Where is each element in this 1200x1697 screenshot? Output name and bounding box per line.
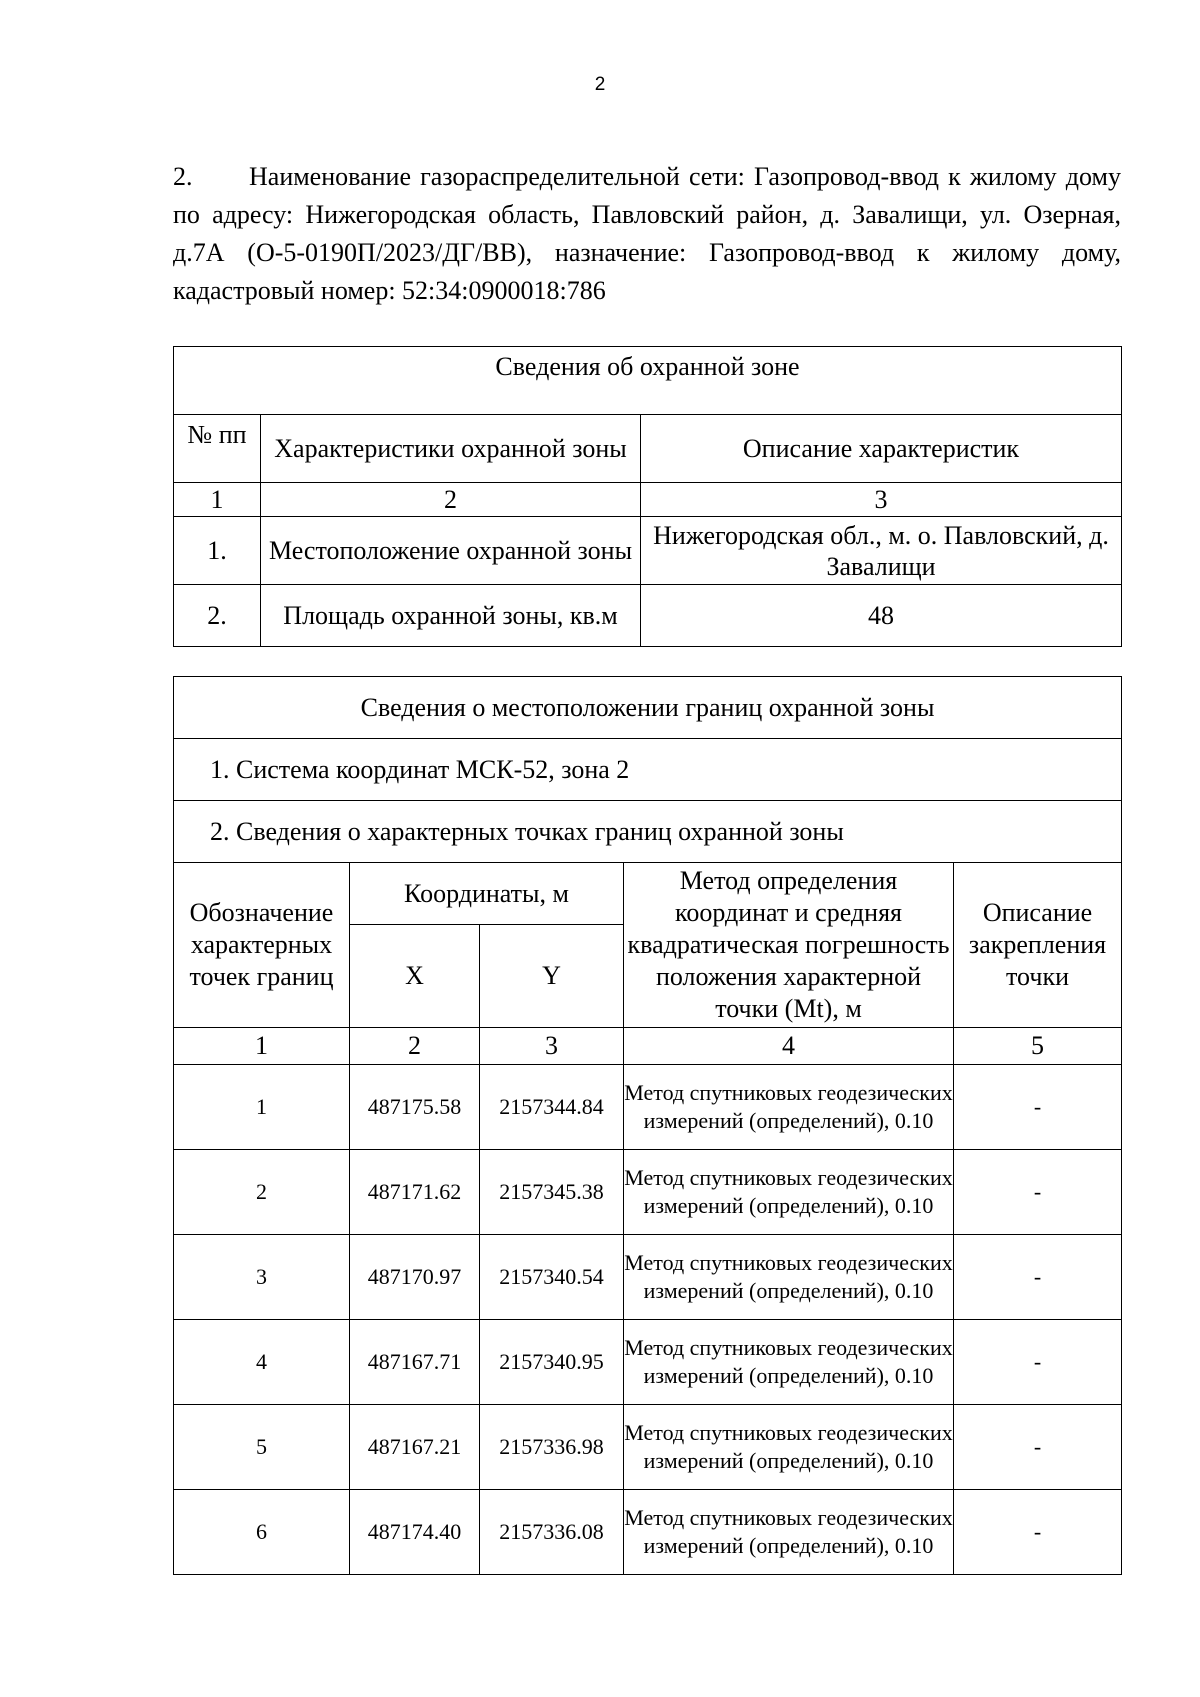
point-id: 1	[174, 1065, 350, 1150]
index-cell: 2	[261, 483, 641, 517]
point-x: 487167.21	[350, 1405, 480, 1490]
zone-table-title: Сведения об охранной зоне	[174, 347, 1122, 415]
index-cell: 4	[624, 1028, 954, 1065]
index-cell: 1	[174, 483, 261, 517]
point-method: Метод спутниковых геодезических измерений (определений), 0.10	[624, 1150, 954, 1235]
table-row	[174, 1490, 1122, 1575]
point-y: 2157336.98	[480, 1405, 624, 1490]
table-row	[174, 517, 1122, 585]
index-cell: 2	[350, 1028, 480, 1065]
point-y: 2157345.38	[480, 1150, 624, 1235]
network-description-text: Наименование газораспределительной сети: Газопровод-ввод к жилому дому по адресу: Нижегородская область, Павловский район, д. Завалищи, ул. Озерная, д.7А (О-5-0190П/2023/ДГ/ВВ), назначение: Газопровод-ввод к жилому дому, кадастровый номер: 52:34:0900018:786	[173, 162, 1121, 305]
point-y: 2157340.54	[480, 1235, 624, 1320]
point-id: 2	[174, 1150, 350, 1235]
point-method: Метод спутниковых геодезических измерений (определений), 0.10	[624, 1065, 954, 1150]
point-id: 3	[174, 1235, 350, 1320]
point-method: Метод спутниковых геодезических измерений (определений), 0.10	[624, 1235, 954, 1320]
index-cell: 3	[480, 1028, 624, 1065]
table-row	[174, 1150, 1122, 1235]
table-row	[174, 1320, 1122, 1405]
network-description	[173, 158, 1121, 310]
row-number: 2.	[174, 585, 261, 647]
coordinate-system: 1. Система координат МСК-52, зона 2	[174, 739, 1122, 801]
point-fixing: -	[954, 1235, 1122, 1320]
index-cell: 3	[641, 483, 1122, 517]
point-id: 4	[174, 1320, 350, 1405]
row-description: 48	[641, 585, 1122, 647]
point-fixing: -	[954, 1490, 1122, 1575]
point-y: 2157336.08	[480, 1490, 624, 1575]
point-fixing: -	[954, 1150, 1122, 1235]
table-row	[174, 1405, 1122, 1490]
header-y: Y	[480, 925, 624, 1028]
header-description: Описание характеристик	[641, 415, 1122, 483]
point-x: 487174.40	[350, 1490, 480, 1575]
index-cell: 1	[174, 1028, 350, 1065]
point-fixing: -	[954, 1405, 1122, 1490]
point-y: 2157344.84	[480, 1065, 624, 1150]
index-cell: 5	[954, 1028, 1122, 1065]
section-number: 2.	[173, 162, 193, 191]
point-fixing: -	[954, 1320, 1122, 1405]
table-row	[174, 1235, 1122, 1320]
points-title: 2. Сведения о характерных точках границ охранной зоны	[174, 801, 1122, 863]
point-fixing: -	[954, 1065, 1122, 1150]
point-id: 5	[174, 1405, 350, 1490]
boundary-table	[173, 676, 1122, 1575]
point-method: Метод спутниковых геодезических измерений (определений), 0.10	[624, 1320, 954, 1405]
point-method: Метод спутниковых геодезических измерений (определений), 0.10	[624, 1490, 954, 1575]
point-x: 487170.97	[350, 1235, 480, 1320]
header-coordinates: Координаты, м	[350, 863, 624, 925]
table-row	[174, 585, 1122, 647]
header-x: X	[350, 925, 480, 1028]
point-x: 487175.58	[350, 1065, 480, 1150]
point-method: Метод спутниковых геодезических измерений (определений), 0.10	[624, 1405, 954, 1490]
point-id: 6	[174, 1490, 350, 1575]
table-row	[174, 1065, 1122, 1150]
row-description: Нижегородская обл., м. о. Павловский, д. Завалищи	[641, 517, 1122, 585]
header-method: Метод определения координат и средняя квадратическая погрешность положения характерной точки (Mt), м	[624, 863, 954, 1028]
row-characteristic: Площадь охранной зоны, кв.м	[261, 585, 641, 647]
header-fixing: Описание закрепления точки	[954, 863, 1122, 1028]
point-x: 487171.62	[350, 1150, 480, 1235]
row-characteristic: Местоположение охранной зоны	[261, 517, 641, 585]
header-characteristic: Характеристики охранной зоны	[261, 415, 641, 483]
point-x: 487167.71	[350, 1320, 480, 1405]
header-num: № пп	[174, 415, 261, 483]
boundary-table-title: Сведения о местоположении границ охранной зоны	[174, 677, 1122, 739]
protection-zone-table	[173, 346, 1122, 647]
header-designation: Обозначение характерных точек границ	[174, 863, 350, 1028]
page-number: 2	[594, 74, 606, 95]
point-y: 2157340.95	[480, 1320, 624, 1405]
row-number: 1.	[174, 517, 261, 585]
